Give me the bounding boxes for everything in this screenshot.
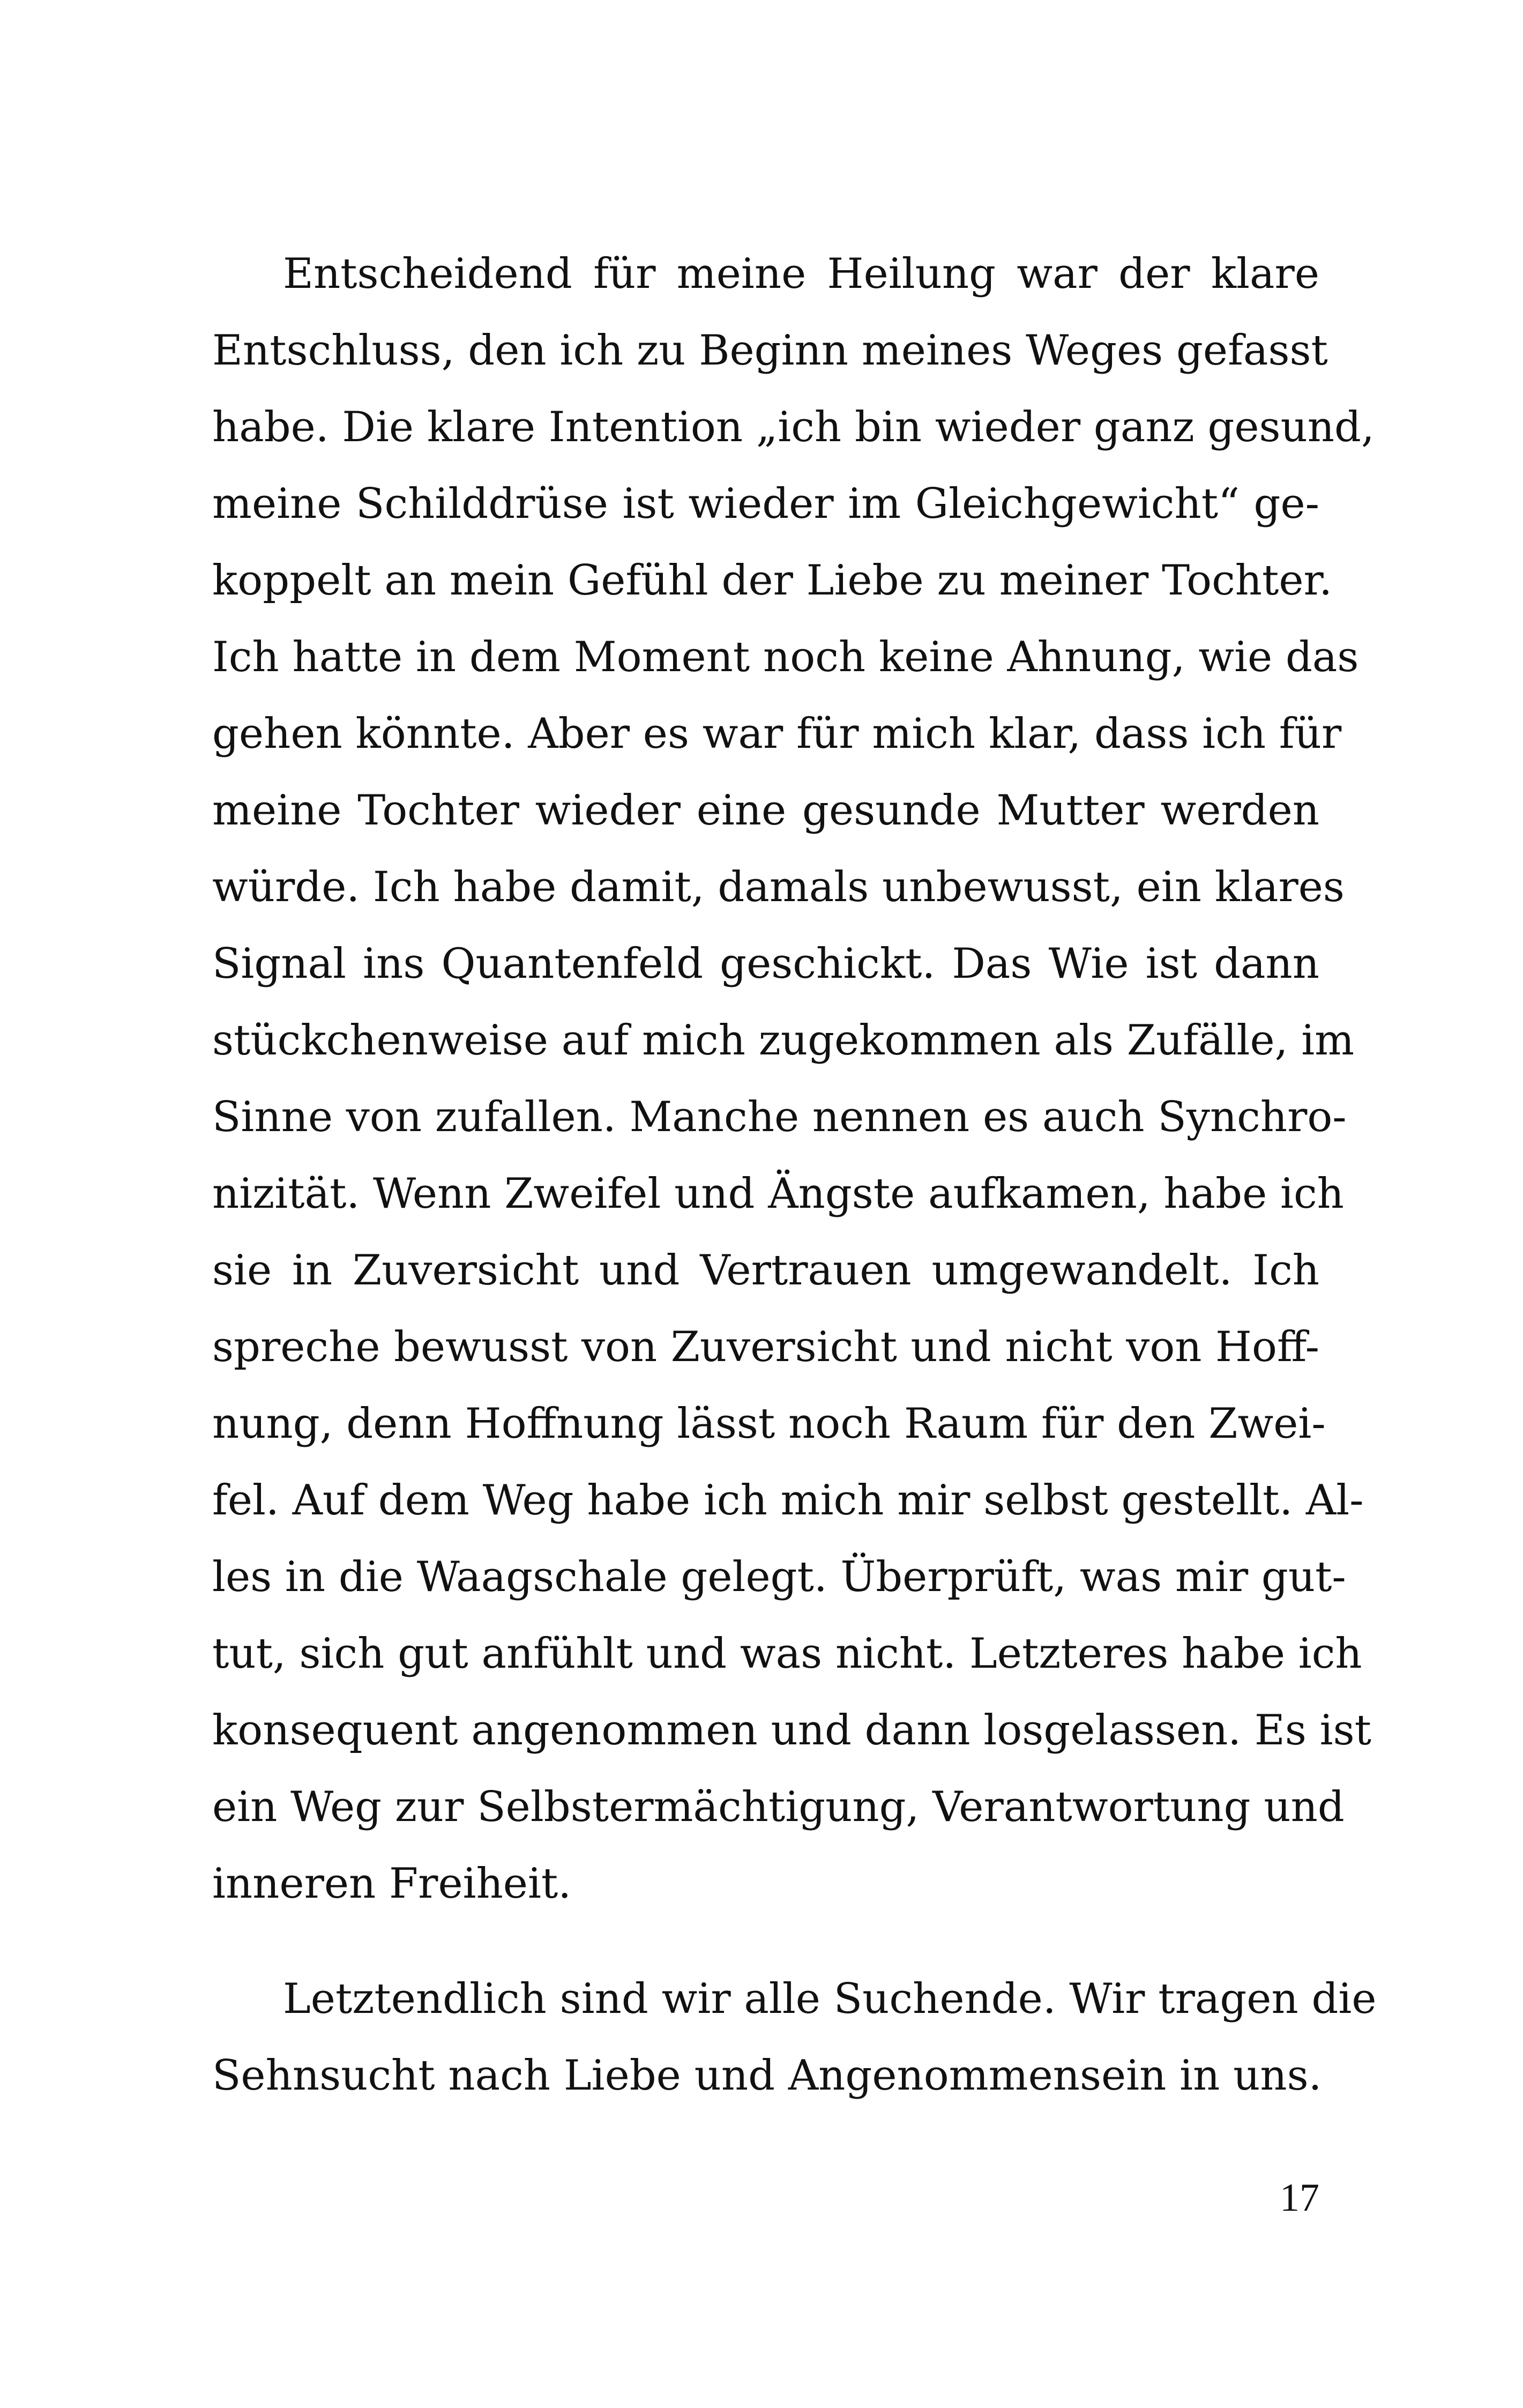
text-line: Entscheidend für meine Heilung war der klare: [283, 250, 1319, 298]
text-line: würde. Ich habe damit, damals unbewusst, ein klares: [212, 863, 1345, 911]
text-line: les in die Waagschale gelegt. Überprüft, was mir gut-: [212, 1553, 1346, 1601]
text-line: nung, denn Hoffnung lässt noch Raum für den Zwei-: [212, 1400, 1326, 1448]
page-number: 17: [1280, 2176, 1319, 2220]
paragraph-2: [212, 1961, 1377, 2114]
text-line: Letztendlich sind wir alle Suchende. Wir tragen die: [283, 1975, 1377, 2023]
text-line: meine Schilddrüse ist wieder im Gleichgewicht“ ge-: [212, 480, 1319, 528]
text-line: Sehnsucht nach Liebe und Angenommensein in uns.: [212, 2052, 1322, 2100]
text-line: Ich hatte in dem Moment noch keine Ahnung, wie das: [212, 633, 1359, 681]
text-line: ein Weg zur Selbstermächtigung, Verantwortung und: [212, 1783, 1345, 1831]
text-line: sie in Zuversicht und Vertrauen umgewandelt. Ich: [212, 1246, 1319, 1295]
paragraph-gap: [212, 1922, 1319, 1961]
text-line: Entschluss, den ich zu Beginn meines Weges gefasst: [212, 326, 1328, 375]
text-line: fel. Auf dem Weg habe ich mich mir selbst gestellt. Al-: [212, 1476, 1364, 1525]
paragraph-1: [212, 236, 1375, 1922]
text-line: stückchenweise auf mich zugekommen als Zufälle, im: [212, 1016, 1355, 1065]
text-line: Signal ins Quantenfeld geschickt. Das Wie ist dann: [212, 940, 1319, 988]
text-line: inneren Freiheit.: [212, 1860, 572, 1908]
text-line: nizität. Wenn Zweifel und Ängste aufkamen, habe ich: [212, 1170, 1344, 1218]
body-text: [212, 236, 1377, 2114]
text-line: Sinne von zufallen. Manche nennen es auch Synchro-: [212, 1093, 1347, 1141]
text-line: tut, sich gut anfühlt und was nicht. Letzteres habe ich: [212, 1630, 1362, 1678]
text-line: meine Tochter wieder eine gesunde Mutter werden: [212, 786, 1319, 835]
text-line: spreche bewusst von Zuversicht und nicht von Hoff-: [212, 1323, 1319, 1371]
text-line: koppelt an mein Gefühl der Liebe zu meiner Tochter.: [212, 556, 1333, 605]
text-line: konsequent angenommen und dann losgelassen. Es ist: [212, 1706, 1371, 1755]
text-line: habe. Die klare Intention „ich bin wieder ganz gesund,: [212, 403, 1375, 451]
text-line: gehen könnte. Aber es war für mich klar, dass ich für: [212, 710, 1342, 758]
